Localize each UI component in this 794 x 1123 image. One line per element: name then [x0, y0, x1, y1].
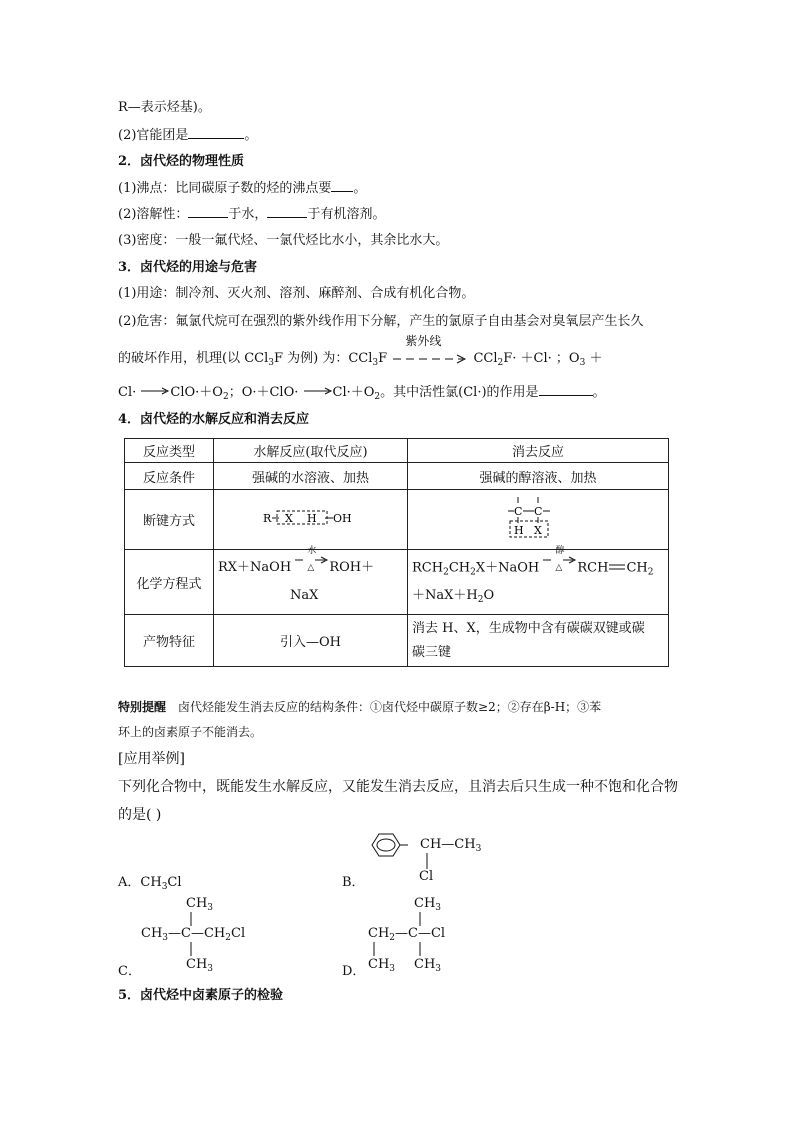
- bond-atom: C: [514, 504, 523, 518]
- text: ROH＋: [329, 560, 375, 575]
- question-text: 下列化合物中，既能发生水解反应，又能发生消去反应，且消去后只生成一种不饱和化合物: [118, 779, 678, 795]
- text: 的破坏作用，机理(以 CCl: [118, 351, 269, 366]
- text: ＋NaX＋H: [412, 588, 478, 604]
- subscript: 3: [162, 933, 169, 943]
- subscript: 3: [475, 844, 482, 854]
- section-heading-physical: 2．卤代烃的物理性质: [118, 154, 245, 169]
- table-cell: 强碱的水溶液、加热: [214, 463, 408, 490]
- text: F· ＋Cl· ；O: [503, 351, 580, 366]
- condition-arrow: [295, 546, 329, 573]
- text-line-ozone: $Cl\cdot ClO\cdot+O_2$；$O\cdot+ClO\cdot Cl\cdot+O_2$。其中活性氯(Cl·)的作用是 。: [118, 385, 606, 402]
- condition-label: 水: [307, 546, 317, 556]
- reaction-table: [124, 438, 669, 667]
- section-heading-halogen-test: 5．卤代烃中卤素原子的检验: [118, 988, 284, 1003]
- blank: [267, 205, 307, 218]
- option-b-cl: Cl: [419, 869, 434, 884]
- option-c-label[interactable]: C．: [118, 964, 141, 979]
- text: (1)沸点：比同碳原子数的烃的沸点要: [118, 181, 332, 196]
- arrow-icon: [140, 386, 170, 396]
- text: CH: [368, 926, 390, 941]
- text: (2)溶解性：: [118, 207, 189, 222]
- text: Cl: [167, 875, 182, 890]
- text: RX＋NaOH: [218, 560, 292, 575]
- text: 于水，: [228, 207, 268, 222]
- table-row: [125, 463, 669, 490]
- table-cell: 引入—OH: [214, 615, 408, 667]
- bond-atom: H: [514, 523, 524, 537]
- arrow-icon: [303, 386, 333, 396]
- table-cell: 消去反应: [408, 439, 669, 463]
- hydrolysis-equation: [214, 546, 408, 615]
- table-cell: 化学方程式: [125, 550, 214, 615]
- bond-cleavage-icon: [261, 508, 361, 528]
- condition-label: △: [555, 563, 563, 574]
- text: (2)官能团是: [118, 128, 189, 143]
- section-heading-reactions: 4．卤代烃的水解反应和消去反应: [118, 412, 310, 427]
- subscript: 3: [161, 882, 168, 892]
- text: 。其中活性氯(Cl·)的作用是: [380, 385, 539, 400]
- option-d-bottom-right: $CH_3$: [414, 957, 442, 974]
- text: ClO·＋O: [170, 385, 223, 400]
- uv-arrow: [391, 334, 469, 362]
- text-line-density: (3)密度：一般一氟代烃、一氯代烃比水小，其余比水大。: [118, 233, 449, 248]
- note-label: 特别提醒: [118, 700, 167, 714]
- table-cell: 水解反应(取代反应): [214, 439, 408, 463]
- bond-atom: X: [284, 511, 293, 525]
- text-line-boiling: [118, 179, 366, 198]
- table-row: [125, 490, 669, 550]
- text: CH: [141, 926, 163, 941]
- text: Cl·＋O: [332, 385, 375, 400]
- bond-line: [418, 912, 422, 926]
- text: F: [378, 351, 388, 366]
- hydrolysis-bond-diagram: [214, 490, 408, 550]
- table-row: [125, 550, 669, 615]
- text: 。: [592, 385, 606, 400]
- arrow-label: 紫外线: [405, 334, 442, 348]
- bond-atom: OH: [332, 511, 352, 525]
- special-note: [118, 698, 601, 716]
- text: 消去 H、X，生成物中含有碳碳双键或碳: [412, 620, 645, 636]
- bond-line: [372, 942, 376, 956]
- option-a[interactable]: [118, 871, 182, 890]
- option-d-label[interactable]: D．: [342, 964, 366, 979]
- option-b-chain: [420, 837, 481, 852]
- text: Cl: [231, 926, 246, 941]
- text: C: [408, 926, 418, 941]
- section-heading-uses: 3．卤代烃的用途与危害: [118, 260, 258, 275]
- text: ＋: [585, 351, 603, 366]
- text: F 为例) 为：CCl: [274, 351, 373, 366]
- benzene-ring-icon: [362, 830, 408, 860]
- text: CH: [203, 926, 226, 941]
- option-c-bottom: $CH_3$: [186, 957, 214, 974]
- text: RCH: [577, 560, 609, 576]
- table-cell: [408, 615, 669, 667]
- elimination-equation: $RCH_2CH_2X+NaOH$ 醇 △ RCH $CH_2$ $+NaX+H_2O$: [408, 550, 669, 615]
- bond-atom: H: [306, 511, 317, 525]
- text: NaX: [290, 588, 319, 603]
- text: RCH: [412, 560, 444, 576]
- text: 于有机溶剂。: [307, 207, 386, 222]
- option-c-top: $CH_3$: [186, 896, 214, 913]
- text: 。: [353, 181, 367, 196]
- text: CH: [448, 560, 471, 576]
- text-line-mechanism: 的破坏作用，机理(以 CCl$_3$F 为例) 为：CCl$_3$F 紫外线 CCl$_2$F· ＋Cl· ；$O_3$ ＋: [118, 334, 603, 368]
- text-line-functional-group: [118, 126, 257, 145]
- arrow-icon: [295, 555, 329, 565]
- option-d-bottom-left: $CH_3$: [368, 957, 396, 974]
- text-line-r-group: R—表示烃基)。: [118, 100, 211, 115]
- bond-atom: R: [262, 511, 271, 525]
- text-line-uses: (1)用途：制冷剂、灭火剂、溶剂、麻醉剂、合成有机化合物。: [118, 286, 475, 301]
- option-b-label[interactable]: B．: [342, 875, 365, 890]
- text: Cl·: [118, 385, 137, 400]
- blank: [539, 383, 593, 396]
- text: CCl: [473, 351, 498, 366]
- bond-atom: X: [534, 523, 542, 537]
- table-cell: 反应条件: [125, 463, 214, 490]
- bond-line: [189, 942, 193, 956]
- option-d-middle: $CH_2—C—Cl$: [368, 926, 446, 943]
- text: X＋NaOH: [475, 560, 540, 576]
- arrow-icon: [391, 353, 469, 365]
- table-cell: 断键方式: [125, 490, 214, 550]
- special-note-cont: 环上的卤素原子不能消去。: [118, 725, 263, 739]
- text: CH—CH: [420, 837, 476, 852]
- text-line-solubility: [118, 205, 385, 224]
- text: 卤代烃能发生消去反应的结构条件：①卤代烃中碳原子数≥2；②存在β-H；③苯: [178, 700, 602, 714]
- blank: [188, 126, 244, 139]
- table-cell: 产物特征: [125, 615, 214, 667]
- option-label: A．: [118, 875, 141, 890]
- table-row: [125, 615, 669, 667]
- text: CH: [626, 560, 648, 576]
- double-bond-icon: [608, 554, 626, 582]
- condition-label: △: [307, 563, 315, 573]
- text: C: [181, 926, 191, 941]
- blank: [188, 205, 228, 218]
- subscript: 2: [389, 933, 396, 943]
- elimination-bond-diagram: [408, 490, 669, 550]
- text: CH: [140, 875, 162, 890]
- text: ；O·＋ClO·: [228, 385, 299, 400]
- table-row: [125, 439, 669, 463]
- option-c-middle: $CH_3—C—CH_2Cl$: [141, 926, 246, 943]
- arrow-icon: [543, 555, 577, 565]
- condition-label: 醇: [555, 546, 565, 557]
- bond-atom: C: [534, 504, 543, 518]
- option-d-top: $CH_3$: [414, 896, 442, 913]
- bond-line: [189, 912, 193, 926]
- text-line-hazards: (2)危害：氟氯代烷可在强烈的紫外线作用下分解，产生的氯原子自由基会对臭氧层产生长久: [118, 314, 644, 329]
- bond-cleavage-icon: [508, 495, 568, 541]
- bond-line: [418, 942, 422, 956]
- text: Cl: [430, 926, 446, 941]
- blank: [331, 179, 353, 192]
- text: 碳三键: [412, 644, 452, 660]
- question-text-cont: 的是( ): [118, 807, 162, 823]
- text: O: [483, 588, 495, 604]
- example-tag: [应用举例]: [118, 751, 185, 767]
- text: 。: [244, 128, 258, 143]
- table-cell: 反应类型: [125, 439, 214, 463]
- subscript: 2: [225, 933, 232, 943]
- bond-line: [425, 853, 429, 869]
- condition-arrow: [543, 546, 577, 574]
- table-cell: 强碱的醇溶液、加热: [408, 463, 669, 490]
